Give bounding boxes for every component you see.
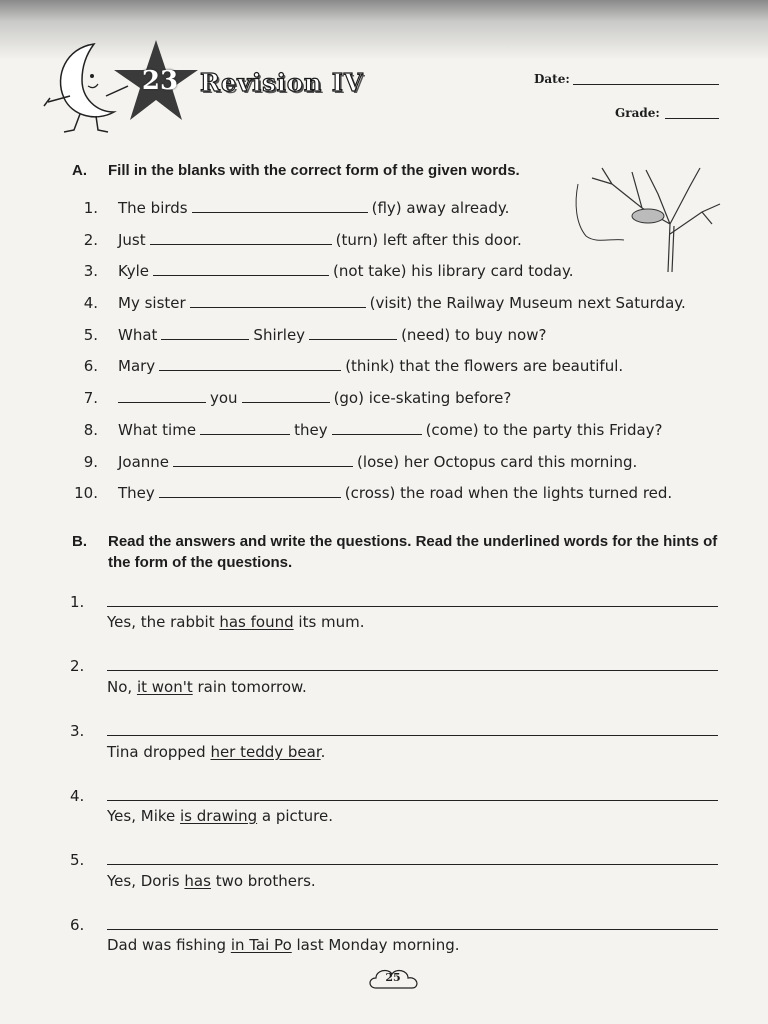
list-item: [72, 482, 672, 504]
answer-sentence: [107, 871, 316, 891]
answer-sentence: [107, 935, 460, 955]
answer-blank[interactable]: [242, 388, 330, 403]
underlined-hint: it won't: [136, 678, 193, 696]
item-text: (cross) the road when the lights turned red.: [344, 484, 673, 502]
section-a-letter: A.: [72, 162, 87, 179]
question-answer-line[interactable]: [107, 800, 718, 801]
item-number: 5.: [83, 326, 98, 344]
item-text: (come) to the party this Friday?: [425, 421, 663, 439]
list-item: [72, 292, 686, 314]
item-number: 7.: [83, 389, 98, 407]
item-text: What time: [118, 421, 197, 439]
list-item: [72, 451, 637, 473]
question-number: 6.: [70, 916, 85, 934]
item-text: you: [210, 389, 238, 407]
question-answer-line[interactable]: [107, 864, 718, 865]
item-number: 2.: [83, 231, 98, 249]
unit-number: 23: [141, 66, 179, 96]
item-text: What: [118, 326, 158, 344]
list-item: [72, 229, 522, 251]
list-item: [72, 419, 663, 441]
answer-text: Yes, Mike: [107, 807, 181, 825]
item-number: 6.: [83, 357, 98, 375]
item-text: Joanne: [118, 453, 170, 471]
answer-text: No,: [107, 678, 137, 696]
item-number: 9.: [83, 453, 98, 471]
answer-text: Dad was fishing: [107, 936, 231, 954]
item-number: 10.: [74, 484, 98, 502]
answer-text: its mum.: [293, 613, 365, 631]
tree-with-nest-illustration: [572, 164, 722, 274]
list-item: [72, 324, 546, 346]
question-number: 1.: [70, 593, 85, 611]
answer-blank[interactable]: [153, 261, 329, 276]
item-text: (visit) the Railway Museum next Saturday.: [369, 294, 686, 312]
question-number: 2.: [70, 657, 85, 675]
item-number: 4.: [83, 294, 98, 312]
section-b-letter: B.: [72, 533, 87, 550]
list-item: [72, 355, 623, 377]
underlined-hint: has: [184, 872, 211, 890]
answer-blank[interactable]: [309, 325, 397, 340]
answer-text: Yes, the rabbit: [107, 613, 220, 631]
item-text: They: [118, 484, 155, 502]
answer-blank[interactable]: [150, 230, 332, 245]
underlined-hint: has found: [219, 613, 294, 631]
answer-sentence: [107, 806, 333, 826]
list-item: [72, 260, 574, 282]
list-item: [72, 387, 511, 409]
item-text: (fly) away already.: [371, 199, 510, 217]
item-text: (go) ice-skating before?: [333, 389, 512, 407]
answer-blank[interactable]: [200, 420, 290, 435]
answer-blank[interactable]: [159, 483, 341, 498]
question-number: 3.: [70, 722, 85, 740]
section-a-instruction: Fill in the blanks with the correct form of the given words.: [108, 162, 520, 179]
item-text: Just: [118, 231, 146, 249]
item-text: The birds: [118, 199, 188, 217]
item-text: (think) that the flowers are beautiful.: [345, 357, 624, 375]
answer-blank[interactable]: [161, 325, 249, 340]
underlined-hint: is drawing: [180, 807, 258, 825]
item-text: (need) to buy now?: [401, 326, 547, 344]
item-text: (not take) his library card today.: [333, 262, 574, 280]
question-answer-line[interactable]: [107, 929, 718, 930]
answer-blank[interactable]: [173, 452, 353, 467]
answer-blank[interactable]: [159, 356, 341, 371]
underlined-hint: her teddy bear: [210, 743, 321, 761]
page-number: 25: [385, 971, 401, 984]
answer-text: two brothers.: [210, 872, 316, 890]
item-text: they: [294, 421, 328, 439]
grade-label: Grade:: [615, 106, 660, 120]
item-text: Shirley: [253, 326, 306, 344]
list-item: [72, 197, 509, 219]
unit-title: Revision IV: [200, 68, 364, 97]
question-number: 4.: [70, 787, 85, 805]
item-number: 8.: [83, 421, 98, 439]
answer-sentence: [107, 677, 307, 697]
date-field[interactable]: [573, 84, 719, 85]
question-answer-line[interactable]: [107, 735, 718, 736]
answer-text: a picture.: [257, 807, 334, 825]
item-text: (turn) left after this door.: [335, 231, 522, 249]
date-label: Date:: [534, 72, 570, 86]
grade-field[interactable]: [665, 118, 719, 119]
answer-blank[interactable]: [118, 388, 206, 403]
answer-text: last Monday morning.: [291, 936, 460, 954]
item-number: 3.: [83, 262, 98, 280]
answer-blank[interactable]: [192, 198, 368, 213]
item-text: (lose) her Octopus card this morning.: [357, 453, 638, 471]
question-answer-line[interactable]: [107, 606, 718, 607]
section-b-instruction: Read the answers and write the questions. Read the underlined words for the hints of the form of the questions.: [108, 533, 718, 571]
nest-icon: [632, 209, 664, 223]
answer-text: Yes, Doris: [107, 872, 185, 890]
answer-blank[interactable]: [190, 293, 366, 308]
item-text: Mary: [118, 357, 156, 375]
item-number: 1.: [83, 199, 98, 217]
answer-text: .: [320, 743, 326, 761]
answer-sentence: [107, 612, 365, 632]
answer-text: rain tomorrow.: [192, 678, 307, 696]
question-answer-line[interactable]: [107, 670, 718, 671]
underlined-hint: in Tai Po: [230, 936, 292, 954]
answer-blank[interactable]: [332, 420, 422, 435]
item-text: Kyle: [118, 262, 150, 280]
answer-sentence: [107, 742, 325, 762]
question-number: 5.: [70, 851, 85, 869]
item-text: My sister: [118, 294, 186, 312]
answer-text: Tina dropped: [107, 743, 211, 761]
